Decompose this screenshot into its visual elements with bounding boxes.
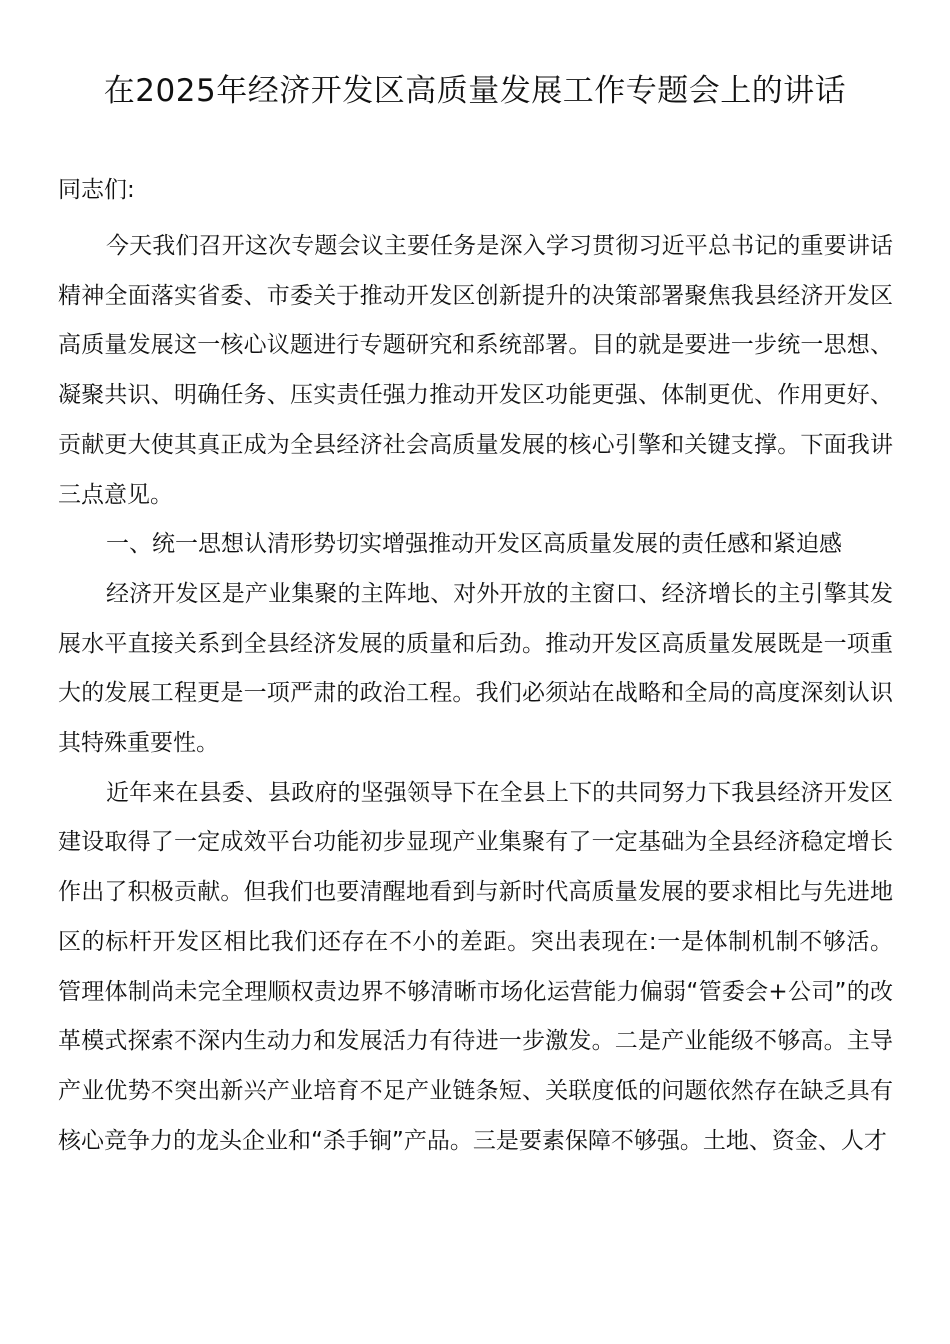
paragraph-intro: 今天我们召开这次专题会议主要任务是深入学习贯彻习近平总书记的重要讲话精神全面落实省委、市委关于推动开发区创新提升的决策部署聚焦我县经济开发区高质量发展这一核心议题进行专题研究和系统部署。目的就是要进一步统一思想、凝聚共识、明确任务、压实责任强力推动开发区功能更强、体制更优、作用更好、贡献更大使其真正成为全县经济社会高质量发展的核心引擎和关键支撑。下面我讲三点意见。 (58, 233, 893, 508)
document-title: 在2025年经济开发区高质量发展工作专题会上的讲话 (103, 73, 847, 109)
paragraph-current-situation: 近年来在县委、县政府的坚强领导下在全县上下的共同努力下我县经济开发区建设取得了一定成效平台功能初步显现产业集聚有了一定基础为全县经济稳定增长作出了积极贡献。但我们也要清醒地看到与新时代高质量发展的要求相比与先进地区的标杆开发区相比我们还存在不小的差距。突出表现在:一是体制机制不够活。管理体制尚未完全理顺权责边界不够清晰市场化运营能力偏弱“管委会+公司”的改革模式探索不深内生动力和发展活力有待进一步激发。二是产业能级不够高。主导产业优势不突出新兴产业培育不足产业链条短、关联度低的问题依然存在缺乏具有核心竞争力的龙头企业和“杀手锏”产品。三是要素保障不够强。土地、资金、人才 (58, 779, 893, 1154)
greeting: 同志们: (58, 177, 135, 203)
document-body (58, 168, 893, 1166)
section-heading-1: 一、统一思想认清形势切实增强推动开发区高质量发展的责任感和紧迫感 (106, 531, 842, 558)
paragraph-significance: 经济开发区是产业集聚的主阵地、对外开放的主窗口、经济增长的主引擎其发展水平直接关系到全县经济发展的质量和后劲。推动开发区高质量发展既是一项重大的发展工程更是一项严肃的政治工程。我们必须站在战略和全局的高度深刻认识其特殊重要性。 (58, 580, 893, 757)
